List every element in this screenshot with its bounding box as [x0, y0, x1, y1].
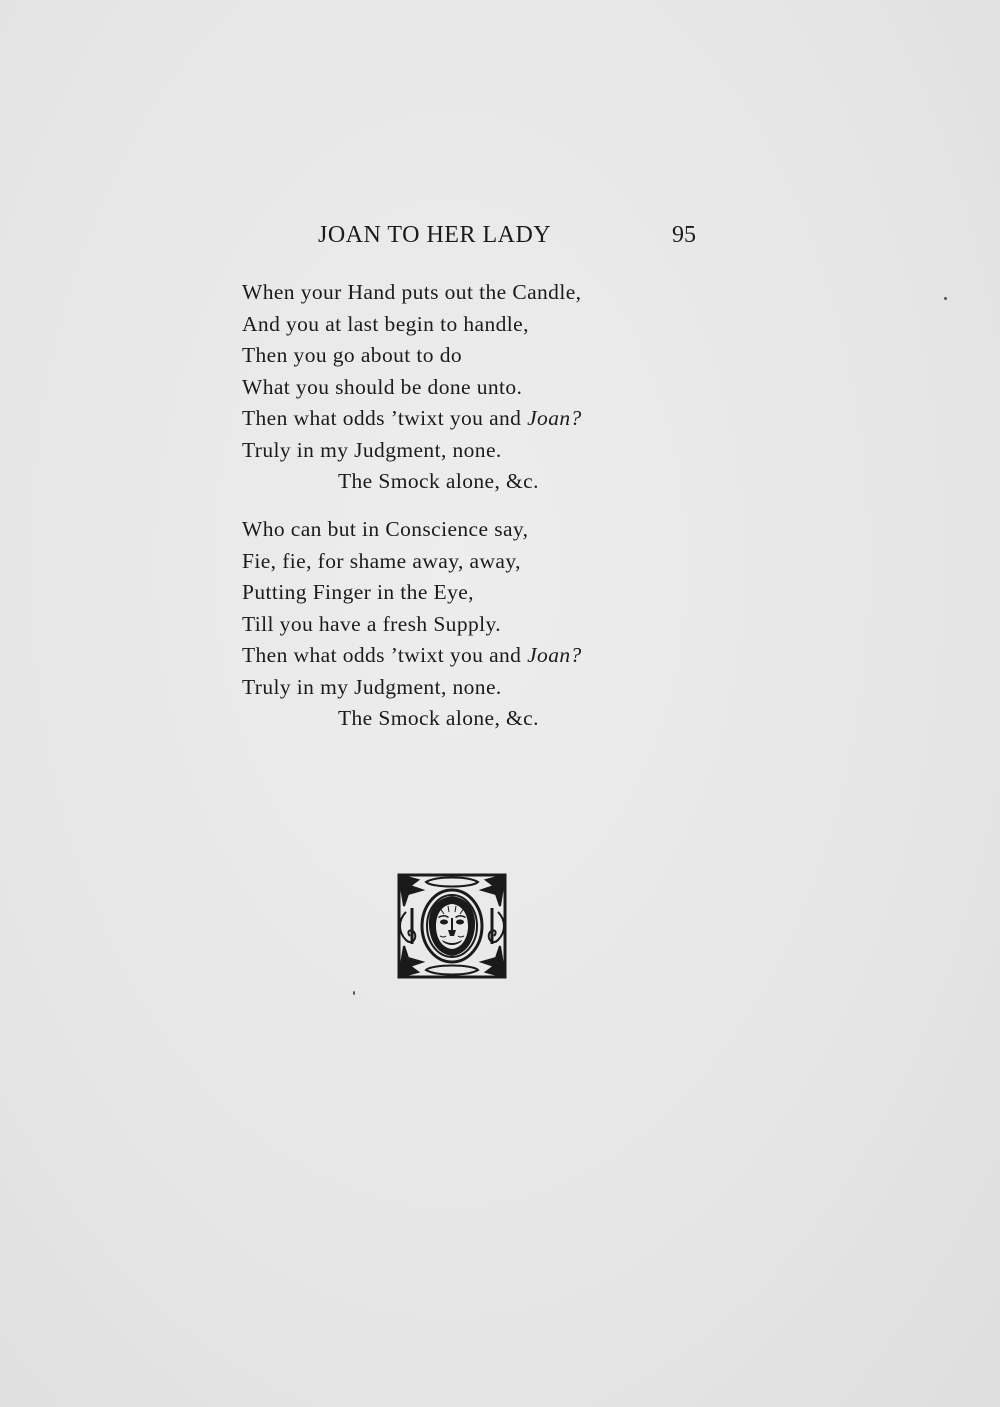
verse-line-with-name — [242, 640, 702, 672]
refrain-line: The Smock alone, &c. — [338, 469, 539, 493]
running-head — [318, 222, 698, 254]
verse-line: Who can but in Conscience say, — [242, 517, 529, 541]
verse-line-text: Then what odds ’twixt you and — [242, 406, 528, 430]
verse-line: What you should be done unto. — [242, 374, 523, 399]
lion-mask-tailpiece-icon — [396, 872, 508, 980]
paper-speck — [353, 991, 355, 995]
verse-line: Till you have a fresh Supply. — [242, 611, 502, 636]
verse-line: And you at last begin to handle, — [242, 311, 529, 336]
verse-line-text: Then what odds ’twixt you and — [242, 643, 528, 667]
verse-line: Truly in my Judgment, none. — [242, 437, 502, 462]
page-number: 95 — [672, 222, 696, 248]
verse-line: Putting Finger in the Eye, — [242, 580, 474, 604]
stanza-1 — [242, 277, 702, 498]
verse-line: Truly in my Judgment, none. — [242, 674, 502, 699]
stanza-2 — [242, 514, 702, 735]
verse-line: When your Hand puts out the Candle, — [242, 280, 582, 304]
verse-line: Then you go about to do — [242, 343, 462, 367]
verse-line: Fie, fie, for shame away, away, — [242, 548, 521, 573]
italic-name: Joan? — [527, 643, 582, 667]
refrain-line: The Smock alone, &c. — [338, 706, 539, 730]
running-title: JOAN TO HER LADY — [318, 222, 552, 248]
italic-name: Joan? — [527, 406, 582, 430]
paper-speck — [944, 297, 947, 300]
verse-line-with-name — [242, 403, 702, 435]
